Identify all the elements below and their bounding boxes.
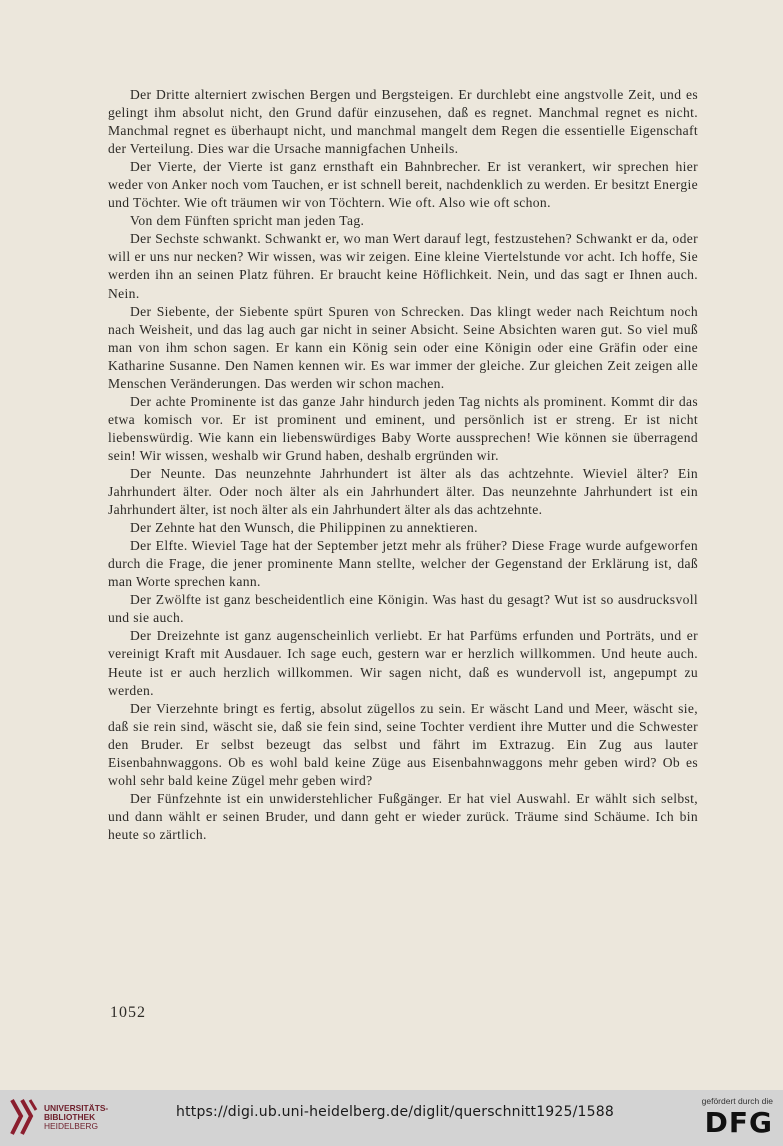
paragraph: Der achte Prominente ist das ganze Jahr hindurch jeden Tag nichts als prominent. Kommt dir das etwa komisch vor. Er ist prominent und eminent, und persönlich ist er streng. Er ist nicht liebenswürdig. Wie kann ein liebenswürdiges Baby Worte aussprechen! Wie können sie überragend sein! Wir wissen, weshalb wir Grund haben, deshalb ergründen wir. (108, 393, 698, 463)
dfg-logo[interactable]: DFG (704, 1106, 773, 1139)
university-logo-icon[interactable] (8, 1096, 38, 1138)
body-text (108, 86, 698, 844)
funded-by-label: gefördert durch die (701, 1096, 773, 1106)
paragraph: Der Siebente, der Siebente spürt Spuren von Schrecken. Das klingt weder nach Reichtum noch nach Weisheit, und das lag auch gar nicht in seiner Absicht. Seine Absichten waren gut. So viel muß man von ihm schon sagen. Er kann ein König sein oder eine Königin oder eine Gräfin oder eine Katharine Susanne. Den Namen kennen wir. Es war immer der gleiche. Zur gleichen Zeit zeigen alle Menschen Veränderungen. Das werden wir schon machen. (108, 303, 698, 391)
paragraph: Der Dritte alterniert zwischen Bergen und Bergsteigen. Er durchlebt eine angstvolle Zeit, und es gelingt ihm absolut nicht, den Grund dafür einzusehen, daß es regnet. Manchmal regnet es nicht. Manchmal regnet es überhaupt nicht, und manchmal mangelt dem Regen die essentielle Eigenschaft der Verteilung. Dies war die Ursache mannigfachen Unheils. (108, 87, 698, 157)
institution-line: HEIDELBERG (44, 1121, 98, 1131)
document-url-link[interactable]: https://digi.ub.uni-heidelberg.de/diglit/querschnitt1925/1588 (176, 1104, 614, 1120)
paragraph: Der Fünfzehnte ist ein unwiderstehlicher Fußgänger. Er hat viel Auswahl. Er wählt sich selbst, und dann wählt er seinen Bruder, und dann geht er wieder zurück. Träume sind Schäume. Ich bin heute so zärtlich. (108, 790, 698, 842)
footer-bar (0, 1090, 783, 1146)
paragraph: Der Vierte, der Vierte ist ganz ernsthaft ein Bahnbrecher. Er ist verankert, wir sprechen hier weder von Anker noch vom Tauchen, er ist schnell bereit, nachdenklich zu werden. Er besitzt Energie und Töchter. Wie oft träumen wir von Töchtern. Wie oft. Also wie oft schon. (108, 159, 698, 211)
paragraph: Von dem Fünften spricht man jeden Tag. (130, 213, 365, 229)
paragraph: Der Elfte. Wieviel Tage hat der September jetzt mehr als früher? Diese Frage wurde aufgeworfen durch die Frage, die jener prominente Mann stellte, welcher der Gegenstand der Erklärung ist, daß man Worte sprechen kann. (108, 538, 698, 590)
page-number: 1052 (110, 1004, 146, 1021)
institution-line: UNIVERSITÄTS- (44, 1103, 109, 1113)
institution-line: BIBLIOTHEK (44, 1112, 96, 1122)
paragraph: Der Dreizehnte ist ganz augenscheinlich verliebt. Er hat Parfüms erfunden und Porträts, und er vereinigt Kraft mit Ausdauer. Ich sage euch, gestern war er herzlich willkommen. Und heute auch. Heute ist er auch herzlich willkommen. Wir sagen nicht, daß es wundervoll ist, angepumpt zu werden. (108, 628, 698, 698)
paragraph: Der Zwölfte ist ganz bescheidentlich eine Königin. Was hast du gesagt? Wut ist so ausdrucksvoll und sie auch. (108, 592, 698, 626)
paragraph: Der Sechste schwankt. Schwankt er, wo man Wert darauf legt, festzustehen? Schwankt er da, oder will er uns nur necken? Wir wissen, was wir zeigen. Eine kleine Viertelstunde vor acht. Ich hoffe, Sie werden ihn an seinen Platz führen. Er braucht keine Höflichkeit. Nein, und das sagt er Ihnen auch. Nein. (108, 231, 698, 301)
institution-name[interactable] (44, 1104, 108, 1131)
paragraph: Der Vierzehnte bringt es fertig, absolut zügellos zu sein. Er wäscht Land und Meer, wäscht sie, daß sie rein sind, wäscht sie, daß sie fein sind, seine Tochter verdient ihre Mutter und die Schwester den Bruder. Er selbst bezeugt das selbst und fährt im Extrazug. Ein Zug aus lauter Eisenbahnwaggons. Ob es wohl bald keine Züge aus Eisenbahnwaggons mehr geben wird? Ob es wohl sehr bald keine Zügel mehr geben wird? (108, 700, 698, 788)
paragraph: Der Neunte. Das neunzehnte Jahrhundert ist älter als das achtzehnte. Wieviel älter? Ein Jahrhundert älter. Oder noch älter als ein Jahrhundert älter. Das neunzehnte Jahrhundert ist ein Jahrhundert älter, ist noch älter als ein Jahrhundert älter als das achtzehnte. (108, 465, 698, 518)
paragraph: Der Zehnte hat den Wunsch, die Philippinen zu annektieren. (130, 520, 478, 536)
